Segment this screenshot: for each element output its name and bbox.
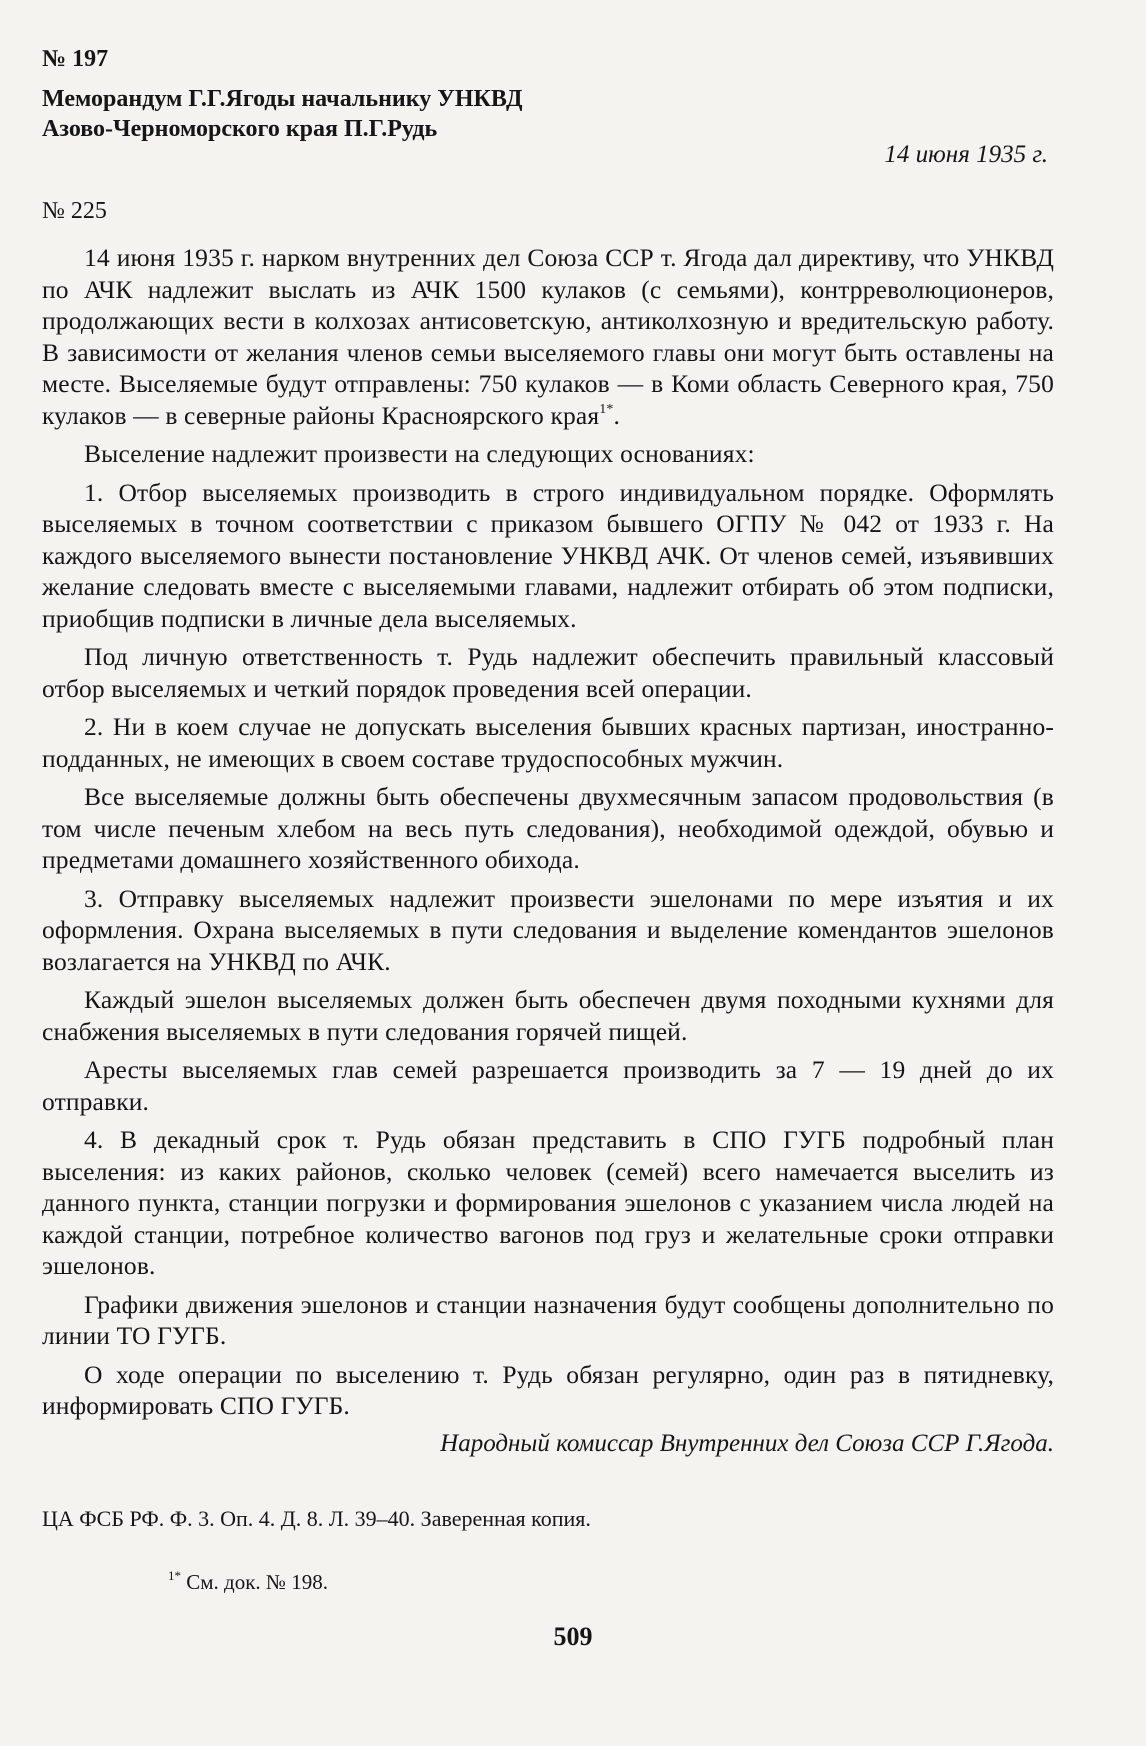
footnote-marker: 1* <box>168 1567 181 1583</box>
paragraph: Все выселяемые должны быть обеспечены двухмесячным запасом продовольствия (в том числе печеным хлебом на весь путь следования), необходимой одеждой, обувью и предметами домашнего хозяйственного обихода. <box>42 782 1054 874</box>
footnote <box>168 1569 1054 1595</box>
document-content <box>42 44 1054 1595</box>
document-number: № 197 <box>42 46 109 72</box>
paragraph: 2. Ни в коем случае не допускать выселения бывших красных партизан, иностранно-подданных, не имеющих в своем составе трудоспособных мужчин. <box>42 712 1054 773</box>
paragraph: 3. Отправку выселяемых надлежит произвести эшелонами по мере изъятия и их оформления. Охрана выселяемых в пути следования и выделение комендантов эшелонов возлагается на УНКВД по АЧК. <box>42 883 1054 976</box>
paragraph: Графики движения эшелонов и станции назначения будут сообщены дополнительно по линии ТО ГУГБ. <box>42 1289 1054 1350</box>
paragraph: 14 июня 1935 г. нарком внутренних дел Союза ССР т. Ягода дал директиву, что УНКВД по АЧК надлежит выслать из АЧК 1500 кулаков (с семьями), контрреволюционеров, продолжающих вести в колхозах антисоветскую, антиколхозную и вредительскую работу. В зависимости от желания членов семьи выселяемого главы они могут быть оставлены на месте. Выселяемые будут отправлены: 750 кулаков — в Коми область Северного края, 750 кулаков — в северные районы Красноярского края$^{1*}$. <box>42 243 1054 430</box>
paragraph: Под личную ответственность т. Рудь надлежит обеспечить правильный классовый отбор выселяемых и четкий порядок проведения всей операции. <box>42 642 1054 703</box>
paragraph: О ходе операции по выселению т. Рудь обязан регулярно, один раз в пятидневку, информировать СПО ГУГБ. <box>42 1359 1054 1420</box>
footnote-reference: 1* <box>599 401 614 417</box>
document-title <box>42 84 1054 144</box>
paragraph: Аресты выселяемых глав семей разрешается производить за 7 — 19 дней до их отправки. <box>42 1055 1054 1116</box>
document-title-line-2: Азово-Черноморского края П.Г.Рудь <box>42 116 438 142</box>
paragraph: 4. В декадный срок т. Рудь обязан представить в СПО ГУГБ подробный план выселения: из каких районов, сколько человек (семей) всего намечается выселить из данного пункта, станции погрузки и формирования эшелонов с указанием числа людей на каждой станции, потребное количество вагонов под груз и желательные сроки отправки эшелонов. <box>42 1125 1054 1280</box>
paragraph: 1. Отбор выселяемых производить в строго индивидуальном порядке. Оформлять выселяемых в точном соответствии с приказом бывшего ОГПУ № 042 от 1933 г. На каждого выселяемого вынести постановление УНКВД АЧК. От членов семей, изъявивших желание следовать вместе с выселяемыми главами, надлежит отбирать об этом подписки, приобщив подписки в личные дела выселяемых. <box>42 477 1054 633</box>
signature: Народный комиссар Внутренних дел Союза ССР Г.Ягода. <box>440 1429 1054 1457</box>
registration-number: № 225 <box>42 198 107 224</box>
footnote-text: См. док. № 198. <box>186 1569 328 1594</box>
page-number: 509 <box>553 1622 593 1651</box>
document-date: 14 июня 1935 г. <box>884 141 1048 168</box>
archive-reference: ЦА ФСБ РФ. Ф. 3. Оп. 4. Д. 8. Л. 39–40. Заверенная копия. <box>42 1505 591 1531</box>
document-title-line-1: Меморандум Г.Г.Ягоды начальнику УНКВД <box>42 86 523 112</box>
paragraph: Выселение надлежит произвести на следующих основаниях: <box>84 439 755 468</box>
paragraph: Каждый эшелон выселяемых должен быть обеспечен двумя походными кухнями для снабжения выселяемых в пути следования горячей пищей. <box>42 985 1054 1046</box>
document-body <box>42 242 1054 1422</box>
